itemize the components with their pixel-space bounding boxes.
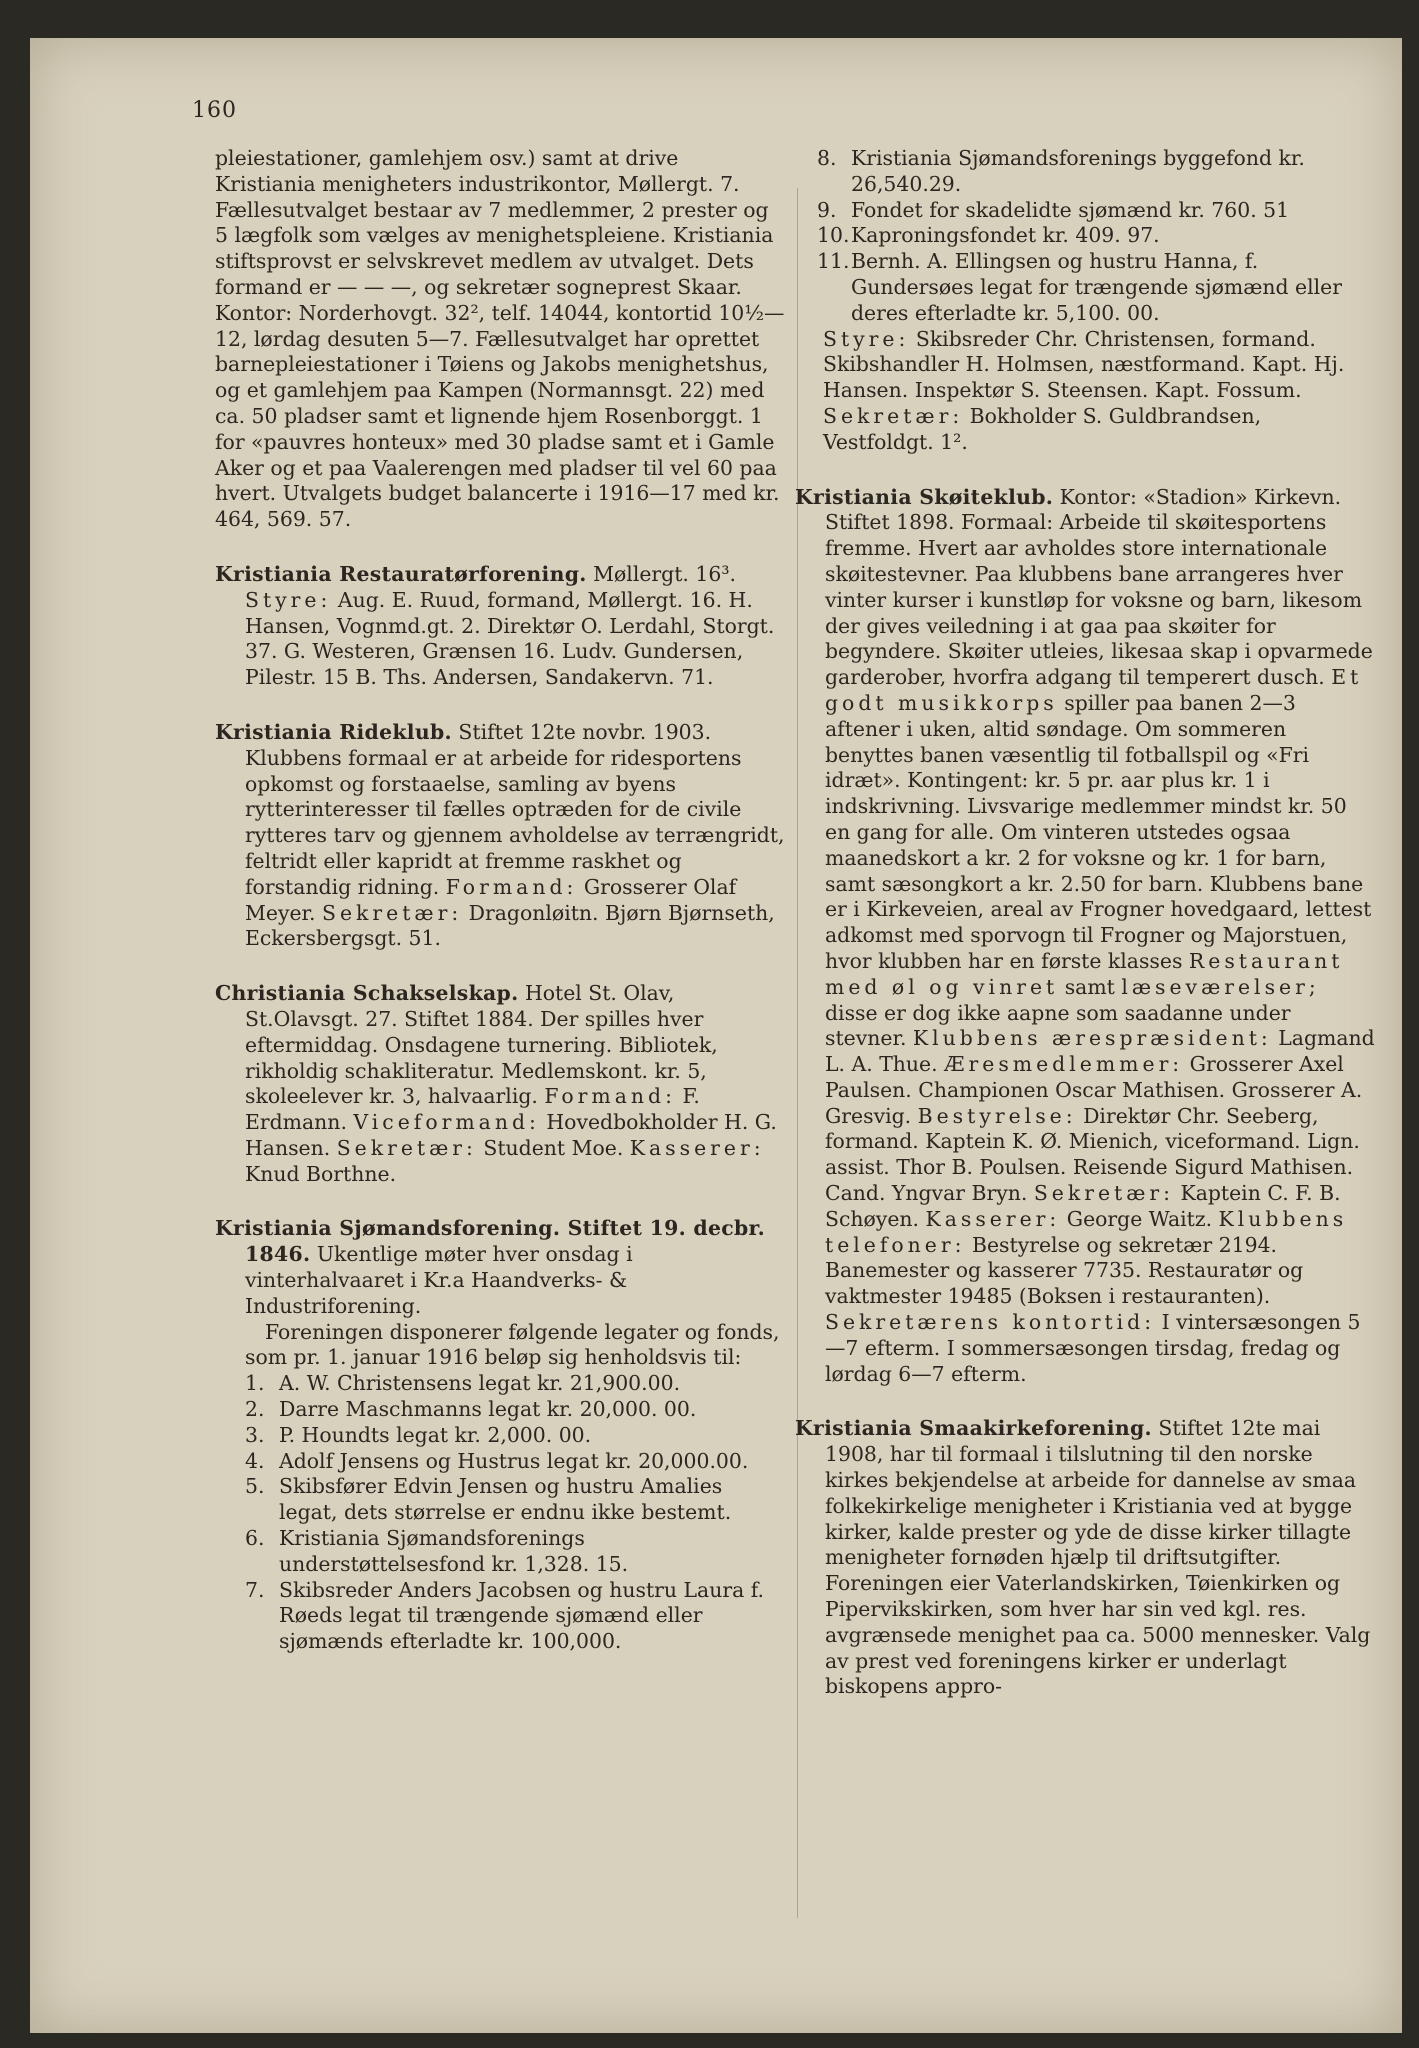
entry-text: Hovedbokholder H. G. Hansen. [245, 1110, 777, 1160]
legat-number: 9. [817, 197, 837, 222]
sjomand-head-paragraph [215, 1216, 785, 1319]
styre-label: Styre: [245, 587, 332, 612]
entry-text: Kontor: «Stadion» Kirkevn. Stiftet 1898. Formaal: Arbeide til skøitesportens fremme. Hvert aar avholdes store internationale skøitestevner. Paa klubbens bane arrangeres hver vinter kurser i kunstløp for voksne og barn, likesom der gives veiledning i at gaa paa skøiter for begyndere. Skøiter utleies, likesaa skap i opvarmede garderober, hvorfra adgang til temperert dusch. [825, 484, 1373, 690]
legat-item [245, 1423, 785, 1449]
legat-number: 2. [245, 1397, 265, 1422]
kontortid-label: Sekretærens kontortid: [825, 1310, 1156, 1335]
legat-text: Kaproningsfondet kr. 409. 97. [851, 223, 1160, 248]
legat-text: Kristiania Sjømandsforenings byggefond kr. 26,540.29. [851, 146, 1305, 196]
legat-number: 7. [245, 1577, 265, 1602]
legat-item [245, 1526, 785, 1578]
legat-number: 4. [245, 1448, 265, 1473]
entry-title: Kristiania Skøiteklub. [795, 484, 1054, 509]
entry-text: Grosserer Olaf Meyer. [245, 874, 737, 925]
entry-text: Grosserer Axel Paulsen. Championen Oscar Mathisen. Grosserer A. Gresvig. [825, 1052, 1363, 1128]
musikkorps-text: Et godt musikkorps [825, 665, 1363, 715]
entry-title: Christiania Schakselskap. [215, 981, 519, 1006]
telefoner-label: Klubbens telefoner: [825, 1206, 1348, 1257]
entry-title: Kristiania Smaakirkeforening. [795, 1416, 1152, 1441]
entry-sjomandsforening [215, 1216, 785, 1655]
entry-text: Dragonløitn. Bjørn Bjørnseth, Eckersbergsgt. 51. [245, 900, 775, 951]
legat-text: Skibsreder Anders Jacobsen og hustru Laura f. Røeds legat til trængende sjømænd eller sjømænds efterladte kr. 100,000. [279, 1577, 765, 1654]
entry-text: George Waitz. [1060, 1206, 1219, 1231]
page-number: 160 [192, 98, 237, 123]
entry-text: I vintersæsongen 5—7 efterm. I sommersæsongen tirsdag, fredag og lørdag 6—7 efterm. [825, 1310, 1361, 1386]
legat-item [817, 198, 1375, 224]
legat-text: Skibsfører Edvin Jensen og hustru Amalies legat, dets størrelse er endnu ikke bestemt. [279, 1474, 732, 1525]
sekretaer-label: Sekretær: [1033, 1181, 1174, 1206]
entry-text: samt [1058, 974, 1122, 999]
sekretaer-label: Sekretær: [322, 900, 463, 925]
styre-label: Styre: [823, 326, 910, 351]
entry-text: Stiftet 12te mai 1908, har til formaal i tilslutning til den norske kirkes bekjendelse at arbeide for dannelse av smaa folkekirkelige menigheter i Kristiania ved at bygge kirker, kalde prester og yde de disse kirker tillagte menigheter fornøden hjælp til driftsutgifter. Foreningen eier Vaterlandskirken, Tøienkirken og Pipervikskirken, som hver har sin ved kgl. res. avgrænsede menighet paa ca. 5000 mennesker. Valg av prest ved foreningens kirker er underlagt biskopens appro- [825, 1416, 1371, 1699]
legat-list-continued [795, 146, 1375, 327]
entry-skoiteklub [795, 485, 1375, 1388]
kasserer-label: Kasserer: [629, 1135, 765, 1160]
entry-text: disse er dog ikke aapne som saadanne under stevner. [825, 1000, 1291, 1051]
legat-number: 11. [817, 249, 850, 274]
legat-item [817, 223, 1375, 249]
entry-text: Skibsreder Chr. Christensen, formand. Skibshandler H. Holmsen, næstformand. Kapt. Hj. Hansen. Inspektør S. Steensen. Kapt. Fossum. [823, 326, 1345, 403]
legat-number: 6. [245, 1526, 265, 1551]
right-column [795, 146, 1375, 1700]
legat-text: A. W. Christensens legat kr. 21,900.00. [279, 1371, 681, 1396]
sekretaer-label: Sekretær: [823, 403, 964, 428]
entry-text: Knud Borthne. [245, 1161, 397, 1186]
legat-text: P. Houndts legat kr. 2,000. 00. [279, 1422, 592, 1447]
legat-number: 1. [245, 1371, 265, 1396]
legat-number: 3. [245, 1422, 265, 1447]
sekretaer-label: Sekretær: [336, 1135, 477, 1160]
entry-title: Kristiania Restauratørforening. [215, 561, 587, 586]
legat-item [245, 1449, 785, 1475]
legat-item [245, 1397, 785, 1423]
entry-text: Direktør Chr. Seeberg, formand. Kaptein K. Ø. Mienich, viceformand. Lign. assist. Thor B. Poulsen. Reisende Sigurd Mathisen. Cand. Yngvar Bryn. [825, 1103, 1360, 1206]
formand-label: Formand: [445, 874, 578, 899]
viceformand-label: Viceformand: [353, 1110, 540, 1135]
legat-text: Fondet for skadelidte sjømænd kr. 760. 51 [851, 197, 1290, 222]
formand-label: Formand: [544, 1084, 676, 1109]
legat-intro: Foreningen disponerer følgende legater og fonds, som pr. 1. januar 1916 beløp sig henholdsvis til: [245, 1319, 780, 1370]
bestyrelse-label: Bestyrelse: [917, 1103, 1077, 1128]
entry-restauratorforening [215, 562, 785, 691]
entry-founded: Stiftet 19. decbr. 1846. [245, 1216, 766, 1267]
legat-item [817, 146, 1375, 198]
legat-number: 10. [817, 223, 850, 248]
legat-text: Kristiania Sjømandsforenings understøttelsesfond kr. 1,328. 15. [279, 1526, 629, 1576]
entry-text: Student Moe. [476, 1135, 630, 1160]
entry-text: F. Erdmann. [245, 1084, 700, 1135]
book-page [30, 38, 1402, 2033]
legat-number: 8. [817, 146, 837, 170]
legat-item [245, 1371, 785, 1397]
left-column [215, 146, 785, 1655]
legat-text: Bernh. A. Ellingsen og hustru Hanna, f. Gundersøes legat for trængende sjømænd eller deres efterladte kr. 5,100. 00. [851, 249, 1342, 325]
legat-item [245, 1474, 785, 1526]
sjomand-board [795, 327, 1375, 456]
intro-paragraph: pleiestationer, gamlehjem osv.) samt at drive Kristiania menigheters industrikontor, Møllergt. 7. Fællesutvalget bestaar av 7 medlemmer, 2 prester og 5 lægfolk som vælges av menighetspleiene. Kristiania stiftsprovst er selvskrevet medlem av utvalget. Dets formand er — — —, og sekretær sogneprest Skaar. Kontor: Norderhovgt. 32², telf. 14044, kontortid 10½—12, lørdag desuten 5—7. Fællesutvalget har oprettet barnepleiestationer i Tøiens og Jakobs menighetshus, og et gamlehjem paa Kampen (Normannsgt. 22) med ca. 50 pladser samt et lignende hjem Rosenborggt. 1 for «pauvres honteux» med 30 pladse samt et i Gamle Aker og et paa Vaalerengen med pladser til vel 60 paa hvert. Utvalgets budget balancerte i 1916—17 med kr. 464, 569. 57. [215, 146, 785, 532]
entry-text: Stiftet 12te novbr. 1903. Klubbens formaal er at arbeide for ridesportens opkomst og forstaaelse, samling av byens rytterinteresser til fælles optræden for de civile rytteres tarv og gjennem avholdelse av terrængridt, feltridt eller kapridt at fremme raskhet og forstandig ridning. [245, 719, 785, 899]
entry-smaakirkeforening [795, 1416, 1375, 1700]
entry-text: Kaptein C. F. B. Schøyen. [825, 1181, 1341, 1231]
entry-schakselskap [215, 981, 785, 1187]
aerespraesident-label: Klubbens ærespræsident: [912, 1026, 1272, 1051]
entry-text: Hotel St. Olav, St.Olavsgt. 27. Stiftet 1884. Der spilles hver eftermiddag. Onsdagene turnering. Bibliotek, rikholdig schakliteratur. Medlemskont. kr. 5, skoleelever kr. 3, halvaarlig. [245, 981, 718, 1109]
kasserer-label: Kasserer: [925, 1206, 1061, 1231]
legat-text: Darre Maschmanns legat kr. 20,000. 00. [279, 1397, 697, 1422]
legat-list [215, 1371, 785, 1655]
entry-text: Møllergt. 16³. [586, 561, 736, 586]
legat-number: 5. [245, 1474, 265, 1499]
legat-text: Adolf Jensens og Hustrus legat kr. 20,000.00. [279, 1448, 749, 1473]
entry-title: Kristiania Rideklub. [215, 719, 452, 744]
entry-text: Bokholder S. Guldbrandsen, Vestfoldgt. 1². [823, 403, 1262, 454]
entry-text: Lagmand L. A. Thue. [825, 1026, 1375, 1077]
entry-text: spiller paa banen 2—3 aftener i uken, altid søndage. Om sommeren benyttes banen væsentlig til fotballspil og «Fri idræt». Kontingent: kr. 5 pr. aar plus kr. 1 i indskrivning. Livsvarige medlemmer mindst kr. 50 en gang for alle. Om vinteren utstedes ogsaa maanedskort a kr. 2 for voksne og kr. 1 for barn, samt sæsongkort a kr. 2.50 for barn. Klubbens bane er i Kirkeveien, areal av Frogner hovedgaard, lettest adkomst med sporvogn til Frogner og Majorstuen, hvor klubben har en første klasses [825, 690, 1372, 973]
entry-rideklub [215, 720, 785, 952]
restaurant-text: Restaurant med øl og vinret [825, 948, 1344, 999]
laesevaerelser-text: læseværelser; [1121, 974, 1320, 999]
entry-text: Ukentlige møter hver onsdag i vinterhalvaaret i Kr.a Haandverks- & Industriforening. [245, 1242, 633, 1318]
entry-text: Aug. E. Ruud, formand, Møllergt. 16. H. Hansen, Vognmd.gt. 2. Direktør O. Lerdahl, Storgt. 37. G. Westeren, Grænsen 16. Ludv. Gundersen, Pilestr. 15 B. Ths. Andersen, Sandakervn. 71. [245, 587, 775, 690]
entry-text: Bestyrelse og sekretær 2194. Banemester og kasserer 7735. Restauratør og vaktmester 19485 (Boksen i restauranten). [825, 1232, 1304, 1309]
aeresmedlemmer-label: Æresmedlemmer: [944, 1052, 1184, 1077]
legat-item [245, 1578, 785, 1655]
entry-title: Kristiania Sjømandsforening. [215, 1216, 561, 1241]
legat-item [817, 249, 1375, 326]
